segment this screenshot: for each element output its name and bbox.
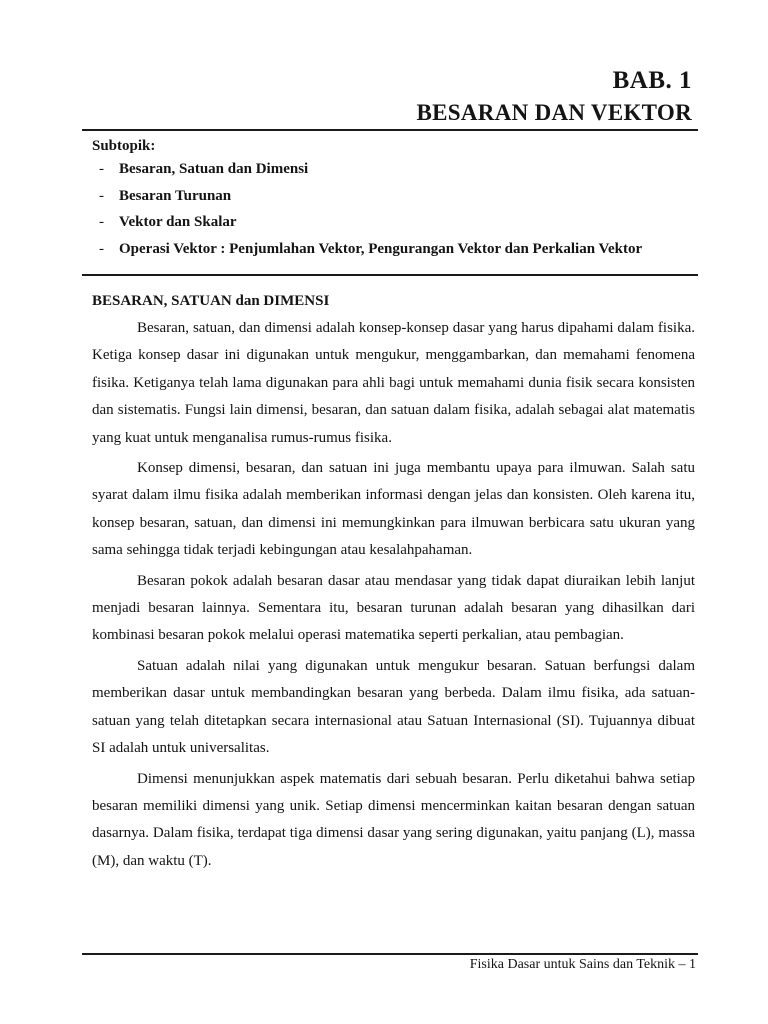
chapter-number: BAB. 1 [612,67,692,94]
list-dash: - [99,187,104,204]
chapter-title: BESARAN DAN VEKTOR [416,100,692,125]
paragraph: Konsep dimensi, besaran, dan satuan ini juga membantu upaya para ilmuwan. Salah satu syarat dalam ilmu fisika adalah memberikan informasi dengan jelas dan konsisten. Oleh karena itu, konsep besaran, satuan, dan dimensi ini memungkinkan para ilmuwan berbicara satu ukuran yang sama sehingga tidak terjadi kebingungan atau kesalahpahaman. [92,460,695,559]
section-heading: BESARAN, SATUAN dan DIMENSI [92,293,330,309]
subtopic-label: Operasi Vektor : Penjumlahan Vektor, Pengurangan Vektor dan Perkalian Vektor [119,241,643,258]
list-dash: - [99,161,104,177]
subtopic-label: Besaran Turunan [119,187,232,204]
list-dash: - [99,214,104,231]
subtopic-item [92,183,698,210]
section-divider [82,274,698,276]
subtopic-item [92,236,698,263]
paragraph: Besaran pokok adalah besaran dasar atau mendasar yang tidak dapat diuraikan lebih lanjut menjadi besaran lainnya. Sementara itu, besaran turunan adalah besaran yang dihasilkan dari kombinasi besaran pokok melalui operasi matematika seperti perkalian, atau pembagian. [92,572,695,644]
paragraph: Besaran, satuan, dan dimensi adalah konsep-konsep dasar yang harus dipahami dalam fisika. Ketiga konsep dasar ini digunakan untuk mengukur, menggambarkan, dan memahami fenomena fisika. Ketiganya telah lama digunakan para ahli bagi untuk memahami dunia fisik secara konsisten dan sistematis. Fungsi lain dimensi, besaran, dan satuan dalam fisika, adalah sebagai alat matematis yang kuat untuk menganalisa rumus-rumus fisika. [92,320,695,446]
subtopic-label: Besaran, Satuan dan Dimensi [119,161,309,177]
subtopic-item [92,209,698,236]
list-dash: - [99,241,104,258]
subtopic-box [92,134,698,263]
paragraph: Dimensi menunjukkan aspek matematis dari sebuah besaran. Perlu diketahui bahwa setiap besaran memiliki dimensi yang unik. Setiap dimensi mencerminkan kaitan besaran dengan satuan dasarnya. Dalam fisika, terdapat tiga dimensi dasar yang sering digunakan, yaitu panjang (L), massa (M), dan waktu (T). [92,770,695,869]
subtopic-heading: Subtopik: [92,138,156,154]
subtopic-label: Vektor dan Skalar [119,214,237,231]
subtopic-item [92,156,698,183]
section-body [92,288,695,878]
paragraph: Satuan adalah nilai yang digunakan untuk mengukur besaran. Satuan berfungsi dalam memberikan dasar untuk membandingkan besaran yang berbeda. Dalam ilmu fisika, ada satuan-satuan yang telah ditetapkan secara internasional atau Satuan Internasional (SI). Tujuannya dibuat SI adalah untuk universalitas. [92,657,695,757]
subtopic-list [92,156,698,263]
page-footer: Fisika Dasar untuk Sains dan Teknik – 1 [469,957,696,972]
top-divider [82,129,698,131]
